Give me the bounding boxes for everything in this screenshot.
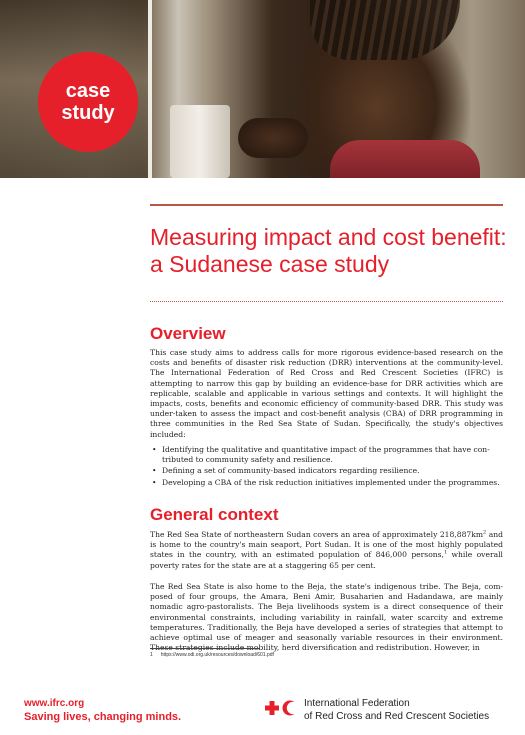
red-cross-crescent-logo-icon [263, 699, 299, 717]
ifrc-name-line-2: of Red Cross and Red Crescent Societies [304, 711, 490, 722]
case-study-badge [38, 52, 138, 152]
overview-heading: Overview [150, 324, 226, 343]
page-title: Measuring impact and cost benefit: a Sudanese case study [150, 224, 507, 277]
badge-line-2: study [61, 102, 115, 124]
slogan: Saving lives, changing minds. [24, 711, 182, 723]
ifrc-name-line-1: International Federation [304, 698, 410, 709]
footnote-rule [150, 648, 260, 649]
general-context-heading: General context [150, 505, 279, 524]
title-bottom-rule [150, 301, 503, 302]
list-item: • Defining a set of community-based indicators regarding resilience. [150, 466, 503, 476]
footnote [150, 652, 274, 658]
title-top-rule [150, 204, 503, 206]
badge-line-1: case [65, 80, 111, 102]
ifrc-name [304, 697, 489, 723]
list-item: • Identifying the qualitative and quantitative impact of the programmes that have con-tributed to community safety and resilience. [150, 445, 503, 465]
website-link[interactable]: www.ifrc.org [24, 698, 85, 709]
overview-paragraph: This case study aims to address calls for more rigorous evidence-based research on the costs and benefits of disaster risk reduction (DRR) interventions at the community-level. The International Federation of Red Cross and Red Crescent Societies (IFRC) is attempting to narrow this gap by building an evidence-base for DRR activities which are replicable, scalable and applicable in various settings and contexts. It will highlight the impacts, costs, benefits and economic efficiency of community-based DRR. This study was under-taken to assess the impact and cost-benefit analysis (CBA) of DRR programming in three communities in the Red Sea State of Sudan. Specifically, the study's objectives included: [150, 348, 503, 439]
context-paragraph-2: The Red Sea State is also home to the Beja, the state's indigenous tribe. The Beja, com-posed of four groups, the Amara, Beni Amir, Busaharien and Hadandawa, are mainly nomadic agro-pastoralists. The Beja livelihoods system is a direct consequence of their environmental constraints, including variability in rainfall, water scarcity and extreme temperatures. Traditionally, the Beja have developed a series of strategies that attempt to achieve optimal use of meager and seasonally variable resources in their environment. These strategies include mobility, herd diversification and redistribution. However, in [150, 582, 503, 653]
objectives-list [150, 445, 503, 489]
footnote-link[interactable]: https://www.odi.org.uk/resources/download/601.pdf [160, 652, 274, 658]
footnote-number: 1 [150, 652, 153, 658]
context-paragraph-1: The Red Sea State of northeastern Sudan covers an area of approximately $218,887km^2$ and is home to the country's main seaport, Port Sudan. It is one of the most highly populated states in the country, with an estimated population of 846,000 persons,$^1$ while overall poverty rates for the state are at a staggering 65 per cent. [150, 529, 503, 570]
list-item: • Developing a CBA of the risk reduction initiatives implemented under the programmes. [150, 478, 503, 488]
